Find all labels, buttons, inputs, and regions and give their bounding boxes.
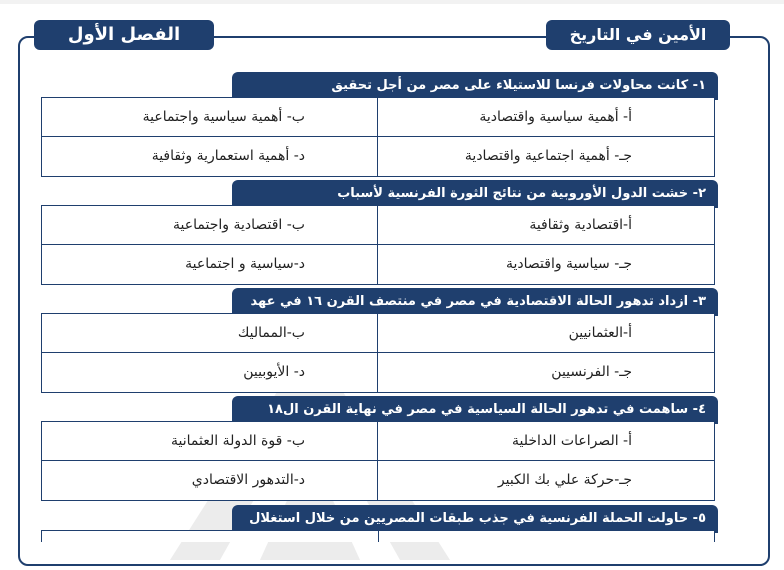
option-b[interactable]: ب- أهمية سياسية واجتماعية: [42, 98, 378, 137]
option-a[interactable]: أ- الصراعات الداخلية: [378, 422, 714, 461]
option-a[interactable]: أ- أهمية سياسية واقتصادية: [378, 98, 714, 137]
question-1-title: ١- كانت محاولات فرنسا للاستيلاء على مصر من أجل تحقيق: [232, 72, 718, 100]
option-b[interactable]: ب- اقتصادية واجتماعية: [42, 206, 378, 245]
column-divider: [378, 531, 379, 542]
option-c[interactable]: جـ- سياسية واقتصادية: [506, 256, 632, 272]
option-d[interactable]: د-سياسية و اجتماعية: [42, 245, 378, 284]
option-c[interactable]: جـ-حركة علي بك الكبير: [497, 472, 632, 488]
question-5-title: ٥- حاولت الحملة الفرنسية في جذب طبقات المصريين من خلال استغلال: [232, 505, 718, 533]
question-4-options: [41, 421, 715, 501]
chapter-title-tag: الفصل الأول: [34, 20, 214, 50]
question-3-options: [41, 313, 715, 393]
question-4-title: ٤- ساهمت في تدهور الحالة السياسية في مصر في نهاية القرن ال١٨: [232, 396, 718, 424]
option-a[interactable]: أ-اقتصادية وثقافية: [378, 206, 714, 245]
option-c[interactable]: جـ- الفرنسيين: [551, 364, 632, 380]
question-2-title: ٢- خشت الدول الأوروبية من نتائج الثورة الفرنسية لأسباب: [232, 180, 718, 208]
option-d[interactable]: د- الأيوبيين: [42, 353, 378, 392]
option-d[interactable]: د-التدهور الاقتصادي: [42, 461, 378, 500]
question-2-options: [41, 205, 715, 285]
option-c[interactable]: جـ- أهمية اجتماعية واقتصادية: [464, 148, 632, 164]
option-d[interactable]: د- أهمية استعمارية وثقافية: [42, 137, 378, 176]
question-1-options: [41, 97, 715, 177]
question-3-title: ٣- ازداد تدهور الحالة الاقتصادية في مصر في منتصف القرن ١٦ في عهد: [232, 288, 718, 316]
question-5-options: [41, 530, 715, 542]
book-title-tag: الأمين في التاريخ: [546, 20, 730, 50]
option-b[interactable]: ب-المماليك: [42, 314, 378, 353]
top-strip: [0, 0, 784, 4]
option-a[interactable]: أ-العثمانيين: [378, 314, 714, 353]
option-b[interactable]: ب- قوة الدولة العثمانية: [42, 422, 378, 461]
